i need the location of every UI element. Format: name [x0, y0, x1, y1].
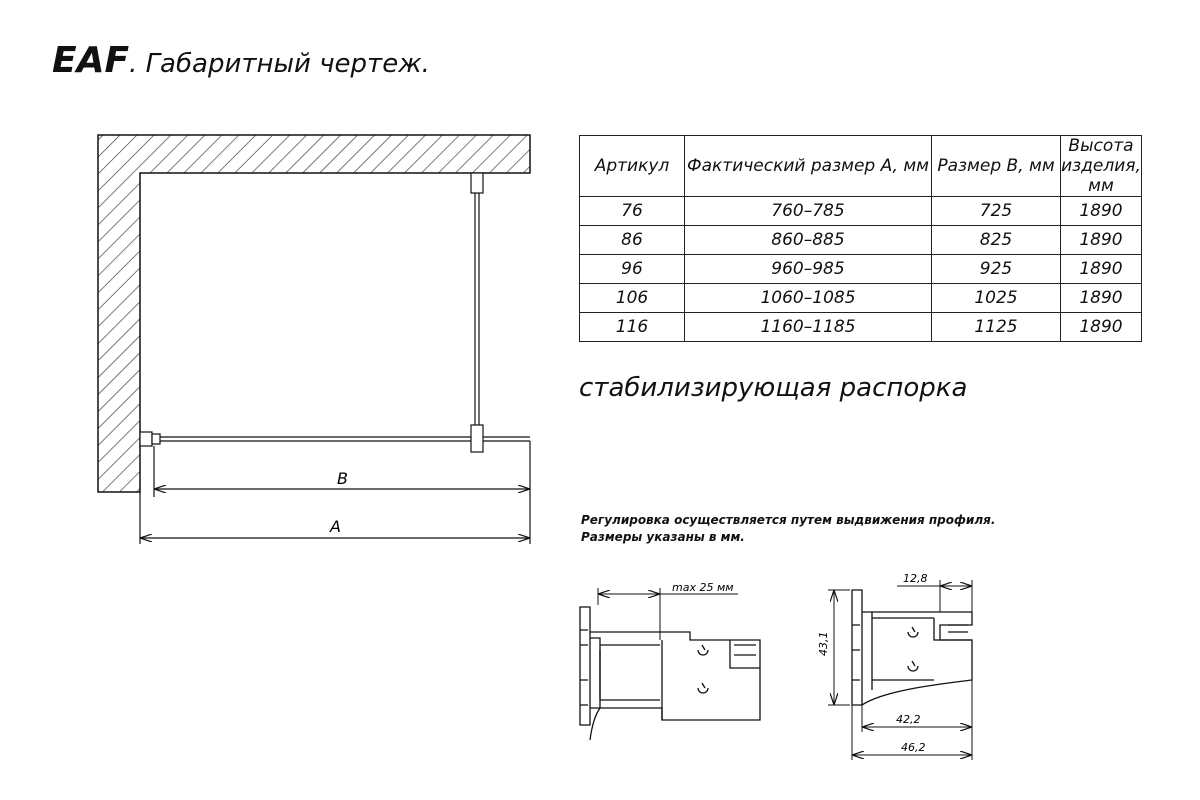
- cell-height: 1890: [1061, 284, 1142, 313]
- model-code: EAF: [52, 40, 130, 81]
- table-row: [580, 284, 1142, 313]
- cell-size-a: 960–985: [685, 255, 932, 284]
- cell-size-a: 1060–1085: [685, 284, 932, 313]
- profile-detail-right: [828, 580, 972, 760]
- wall-hatch: [98, 135, 530, 492]
- cell-size-b: 825: [932, 226, 1061, 255]
- spec-table: [579, 135, 1142, 342]
- col-height: Высота изделия, мм: [1061, 136, 1141, 196]
- cell-height: 1890: [1061, 197, 1142, 226]
- table-row: [580, 255, 1142, 284]
- cell-size-b: 725: [932, 197, 1061, 226]
- stabilizer-bar: [471, 173, 483, 452]
- stabilizer-caption: стабилизирующая распорка: [579, 373, 968, 403]
- table-header-row: [580, 136, 1142, 197]
- max-adjust-label: max 25 мм: [672, 581, 734, 594]
- dim-42-2-label: 42,2: [896, 713, 921, 726]
- cell-article: 116: [580, 313, 685, 342]
- plan-view: [98, 135, 530, 544]
- cell-article: 86: [580, 226, 685, 255]
- col-size-b: Размер B, мм: [932, 136, 1061, 197]
- col-actual-size-a: Фактический размер A, мм: [685, 136, 932, 197]
- cell-article: 106: [580, 284, 685, 313]
- col-article: Артикул: [580, 136, 685, 197]
- dimension-b-label: B: [337, 469, 348, 488]
- cell-size-a: 1160–1185: [685, 313, 932, 342]
- table-row: [580, 313, 1142, 342]
- table-row: [580, 226, 1142, 255]
- adjustment-note: Регулировка осуществляется путем выдвижения профиля.: [581, 513, 996, 527]
- cell-size-a: 760–785: [685, 197, 932, 226]
- dimension-a-label: A: [330, 517, 341, 536]
- dim-43-1-label: 43,1: [817, 631, 830, 656]
- cell-size-b: 1125: [932, 313, 1061, 342]
- cell-height: 1890: [1061, 313, 1142, 342]
- cell-article: 96: [580, 255, 685, 284]
- cell-article: 76: [580, 197, 685, 226]
- wall-profile: [140, 432, 160, 446]
- cell-size-b: 1025: [932, 284, 1061, 313]
- dim-46-2-label: 46,2: [901, 741, 926, 754]
- table-row: [580, 197, 1142, 226]
- units-note: Размеры указаны в мм.: [581, 530, 745, 544]
- title-text: . Габаритный чертеж.: [129, 49, 430, 79]
- profile-detail-left: [580, 588, 760, 740]
- cell-size-b: 925: [932, 255, 1061, 284]
- cell-height: 1890: [1061, 255, 1142, 284]
- dim-12-8-label: 12,8: [903, 572, 928, 585]
- cell-height: 1890: [1061, 226, 1142, 255]
- cell-size-a: 860–885: [685, 226, 932, 255]
